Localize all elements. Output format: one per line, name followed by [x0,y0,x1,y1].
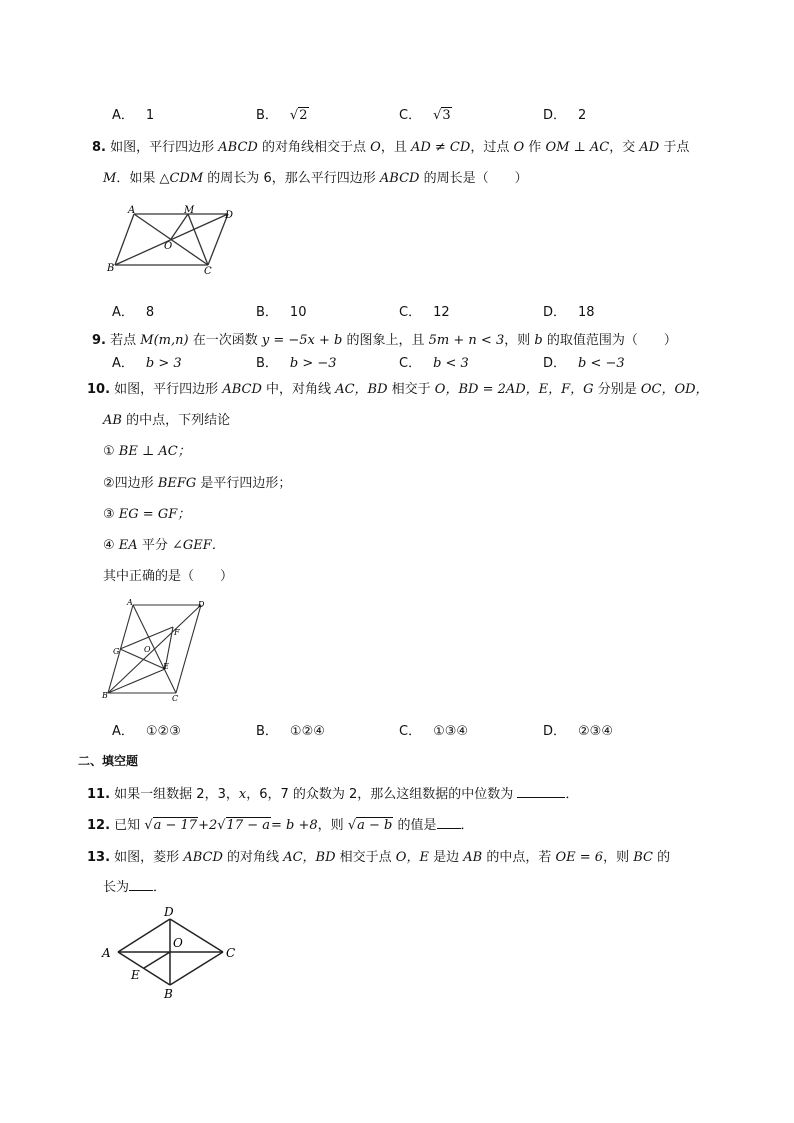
answer-blank[interactable] [517,785,565,798]
svg-text:A: A [128,205,136,216]
q12-line: 12. 已知 √a − 17+2√17 − a= b +8，则 √a − b 的值是 ． [87,818,474,833]
section-title: 二、填空题 [78,754,139,768]
svg-text:O: O [173,936,183,950]
q10-item-4: ④ EA 平分 ∠GEF． [103,538,225,553]
q7-option-d[interactable]: D． 2 [543,108,587,123]
answer-blank[interactable] [437,816,461,829]
q9-options [0,352,794,370]
q10-options [0,720,794,738]
q9-option-d[interactable]: D． b < −3 [543,356,625,371]
q7-options [0,104,794,122]
svg-text:G: G [113,647,120,656]
q10-item-3: ③ EG = GF； [103,507,191,522]
svg-text:C: C [204,266,212,274]
svg-text:C: C [226,946,236,960]
svg-text:D: D [164,905,174,919]
svg-text:D: D [198,600,205,609]
q7-option-a[interactable]: A． 1 [112,108,155,123]
q8-option-d[interactable]: D． 18 [543,305,595,320]
q11-line: 11. 如果一组数据 2，3，x，6，7 的众数为 2，那么这组数据的中位数为 ． [87,787,579,802]
q9-option-b[interactable]: B． b > −3 [256,356,337,371]
q9-option-a[interactable]: A． b > 3 [112,356,182,371]
svg-text:E: E [163,662,169,671]
svg-text:A: A [102,946,111,960]
q10-line2: AB 的中点，下列结论 [103,413,231,428]
q10-option-a[interactable]: A． ①②③ [112,724,181,739]
q7-option-c[interactable]: C． √3 [399,108,451,123]
q10-option-b[interactable]: B． ①②④ [256,724,325,739]
q10-line1: 10. 如图，平行四边形 ABCD 中，对角线 AC，BD 相交于 O，BD = 2AD，E，F，G 分别是 OC，OD， [87,382,709,397]
q8-options [0,301,794,319]
svg-text:B: B [102,691,108,700]
svg-text:C: C [172,694,179,703]
svg-text:B: B [164,987,173,1001]
svg-text:O: O [164,241,173,252]
q10-item-1: ① BE ⊥ AC； [103,444,191,459]
q8-line2: M．如果 △CDM 的周长为 6，那么平行四边形 ABCD 的周长是（ ） [103,171,528,186]
answer-blank[interactable] [129,878,153,891]
svg-text:B: B [107,263,115,274]
q13-line2: 长为 ． [103,880,167,895]
q7-option-b[interactable]: B． √2 [256,108,308,123]
q13-figure [98,902,246,1002]
q10-option-c[interactable]: C． ①③④ [399,724,469,739]
q8-option-a[interactable]: A． 8 [112,305,155,320]
svg-text:M: M [184,205,195,216]
svg-text:F: F [174,628,180,637]
svg-text:E: E [131,968,140,982]
question-number: 8. [92,140,106,155]
q13-line1: 13. 如图，菱形 ABCD 的对角线 AC，BD 相交于点 O，E 是边 AB 的中点，若 OE = 6，则 BC 的 [87,850,671,865]
svg-text:A: A [127,598,133,607]
svg-text:O: O [144,645,151,654]
q10-item-2: ②四边形 BEFG 是平行四边形； [103,476,292,491]
q10-option-d[interactable]: D． ②③④ [543,724,613,739]
q10-question: 其中正确的是（ ） [103,569,234,584]
q9-option-c[interactable]: C． b < 3 [399,356,469,371]
q9-line: 9. 若点 M(m,n) 在一次函数 y = −5x + b 的图象上，且 5m + n < 3，则 b 的取值范围为（ ） [92,333,677,348]
svg-text:D: D [225,210,234,221]
q8-option-c[interactable]: C． 12 [399,305,450,320]
q8-option-b[interactable]: B． 10 [256,305,307,320]
q10-figure [98,597,216,703]
q8-figure [100,202,250,274]
q8-line1: 8. 如图，平行四边形 ABCD 的对角线相交于点 O，且 AD ≠ CD，过点 O 作 OM ⊥ AC，交 AD 于点 [92,140,690,155]
